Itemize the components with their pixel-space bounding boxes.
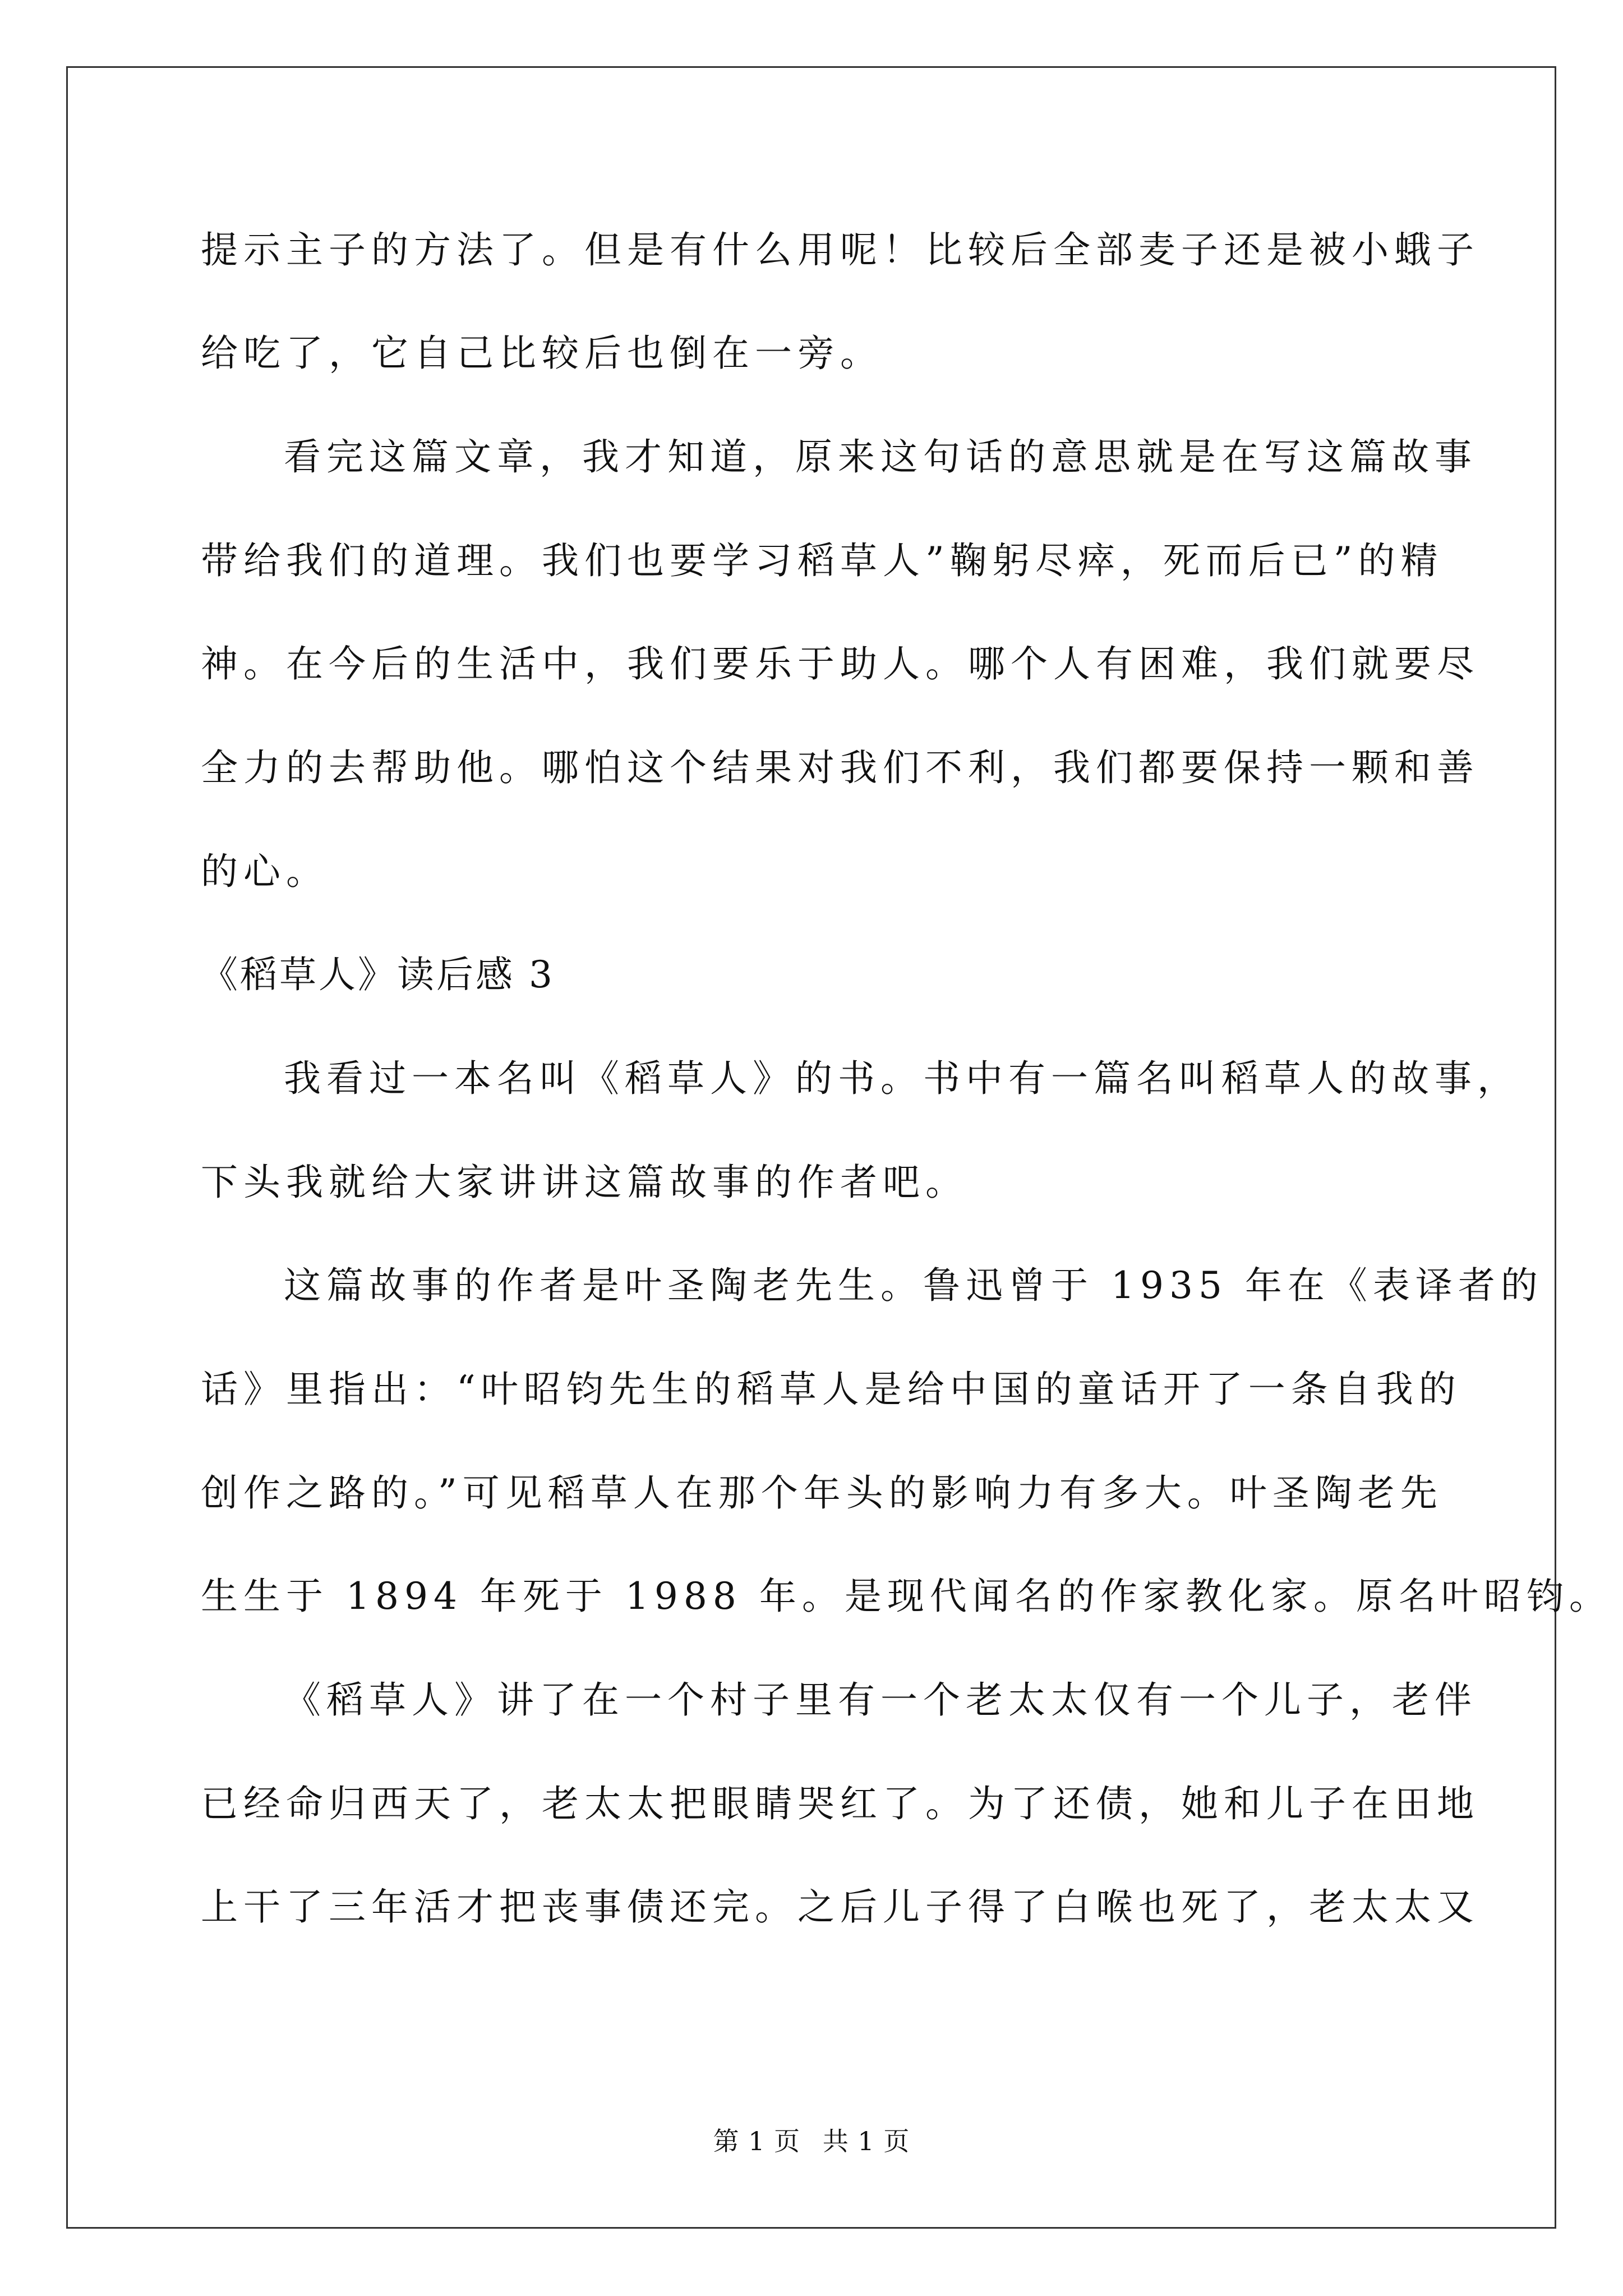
body-line-8: 我看过一本名叫《稻草人》的书。书中有一篇名叫稻草人的故事， [284, 1057, 1520, 1100]
body-line-4: 带给我们的道理。我们也要学习稻草人”鞠躬尽瘁，死而后已”的精 [201, 539, 1444, 582]
body-line-12: 创作之路的。”可见稻草人在那个年头的影响力有多大。叶圣陶老先 [201, 1471, 1443, 1515]
body-line-7: 的心。 [201, 850, 329, 893]
page-footer [0, 2124, 1623, 2158]
body-line-15: 已经命归西天了，老太太把眼睛哭红了。为了还债，她和儿子在田地 [201, 1782, 1479, 1825]
body-line-13: 生生于 1894 年死于 1988 年。是现代闻名的作家教化家。原名叶昭钧。 [201, 1575, 1612, 1618]
body-line-16: 上干了三年活才把丧事债还完。之后儿子得了白喉也死了，老太太又 [201, 1885, 1479, 1929]
page-number: 第 1 页 [713, 2126, 801, 2156]
page-total: 共 1 页 [822, 2126, 910, 2156]
body-line-5: 神。在今后的生活中，我们要乐于助人。哪个人有困难，我们就要尽 [201, 642, 1479, 685]
body-line-1: 提示主子的方法了。但是有什么用呢！比较后全部麦子还是被小蛾子 [201, 228, 1479, 272]
section-heading: 《稻草人》读后感 3 [201, 953, 555, 996]
body-line-11: 话》里指出：“叶昭钧先生的稻草人是给中国的童话开了一条自我的 [201, 1368, 1461, 1411]
body-line-9: 下头我就给大家讲讲这篇故事的作者吧。 [201, 1161, 968, 1204]
body-line-14: 《稻草人》讲了在一个村子里有一个老太太仅有一个儿子，老伴 [284, 1678, 1477, 1722]
body-line-3: 看完这篇文章，我才知道，原来这句话的意思就是在写这篇故事 [284, 435, 1477, 478]
body-line-6: 全力的去帮助他。哪怕这个结果对我们不利，我们都要保持一颗和善 [201, 746, 1479, 789]
body-line-10: 这篇故事的作者是叶圣陶老先生。鲁迅曾于 1935 年在《表译者的 [284, 1264, 1543, 1307]
body-line-2: 给吃了，它自己比较后也倒在一旁。 [201, 332, 883, 375]
